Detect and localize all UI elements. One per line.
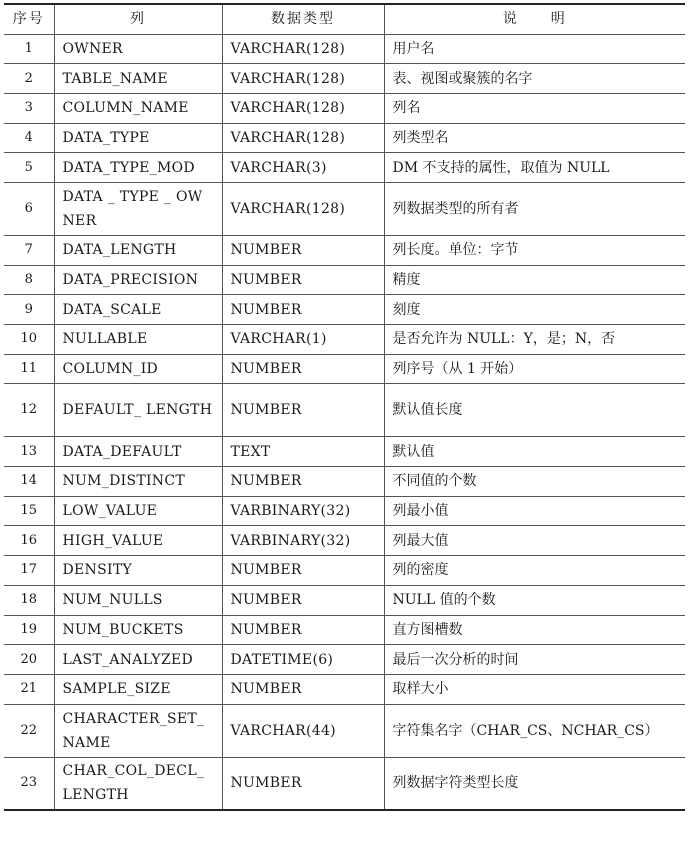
table-row: [4, 123, 685, 153]
table-row: [4, 153, 685, 183]
row-data-type: VARCHAR(3): [222, 153, 384, 183]
row-no: 22: [4, 704, 54, 757]
row-data-type: NUMBER: [222, 295, 384, 325]
row-description: 最后一次分析的时间: [384, 645, 685, 675]
row-column-name: COLUMN_NAME: [54, 93, 222, 123]
document-page: [4, 3, 685, 811]
row-description: 列最大值: [384, 526, 685, 556]
table-row: [4, 704, 685, 757]
table-row: [4, 526, 685, 556]
row-no: 14: [4, 467, 54, 497]
row-data-type: NUMBER: [222, 467, 384, 497]
row-description: 列最小值: [384, 496, 685, 526]
row-data-type: TEXT: [222, 437, 384, 467]
row-data-type: VARBINARY(32): [222, 496, 384, 526]
row-data-type: NUMBER: [222, 757, 384, 810]
row-no: 10: [4, 325, 54, 355]
row-no: 18: [4, 585, 54, 615]
row-data-type: VARCHAR(1): [222, 325, 384, 355]
row-column-name: NUM_NULLS: [54, 585, 222, 615]
header-column: 列: [54, 4, 222, 34]
row-no: 17: [4, 556, 54, 586]
row-data-type: NUMBER: [222, 235, 384, 265]
row-description: 用户名: [384, 34, 685, 64]
row-data-type: NUMBER: [222, 265, 384, 295]
row-column-name: DATA_SCALE: [54, 295, 222, 325]
row-description: 表、视图或聚簇的名字: [384, 64, 685, 94]
row-no: 3: [4, 93, 54, 123]
table-row: [4, 496, 685, 526]
row-column-name: NULLABLE: [54, 325, 222, 355]
row-data-type: NUMBER: [222, 354, 384, 384]
row-column-name: DATA_LENGTH: [54, 235, 222, 265]
table-row: [4, 757, 685, 810]
table-row: [4, 182, 685, 235]
row-description: NULL 值的个数: [384, 585, 685, 615]
row-description: 列数据类型的所有者: [384, 182, 685, 235]
table-row: [4, 437, 685, 467]
table-row: [4, 295, 685, 325]
row-data-type: NUMBER: [222, 384, 384, 437]
row-no: 1: [4, 34, 54, 64]
row-description: 是否允许为 NULL：Y，是；N，否: [384, 325, 685, 355]
row-column-name: DENSITY: [54, 556, 222, 586]
row-no: 9: [4, 295, 54, 325]
row-description: 刻度: [384, 295, 685, 325]
row-column-name: LOW_VALUE: [54, 496, 222, 526]
table-body: [4, 34, 685, 810]
row-description: 不同值的个数: [384, 467, 685, 497]
row-description: DM 不支持的属性，取值为 NULL: [384, 153, 685, 183]
row-no: 6: [4, 182, 54, 235]
table-row: [4, 615, 685, 645]
row-data-type: DATETIME(6): [222, 645, 384, 675]
header-type: 数据类型: [222, 4, 384, 34]
row-no: 7: [4, 235, 54, 265]
row-no: 15: [4, 496, 54, 526]
table-row: [4, 384, 685, 437]
header-no: 序号: [4, 4, 54, 34]
row-column-name: NUM_DISTINCT: [54, 467, 222, 497]
row-description: 字符集名字（CHAR_CS、NCHAR_CS）: [384, 704, 685, 757]
row-column-name: DATA_TYPE_MOD: [54, 153, 222, 183]
row-no: 11: [4, 354, 54, 384]
row-data-type: NUMBER: [222, 674, 384, 704]
table-row: [4, 265, 685, 295]
row-description: 列的密度: [384, 556, 685, 586]
row-data-type: VARCHAR(128): [222, 182, 384, 235]
row-column-name: HIGH_VALUE: [54, 526, 222, 556]
row-description: 直方图槽数: [384, 615, 685, 645]
row-data-type: VARCHAR(128): [222, 64, 384, 94]
table-row: [4, 674, 685, 704]
row-no: 16: [4, 526, 54, 556]
row-data-type: VARCHAR(128): [222, 123, 384, 153]
table-row: [4, 556, 685, 586]
row-no: 23: [4, 757, 54, 810]
row-column-name: CHARACTER_SET_ NAME: [54, 704, 222, 757]
row-column-name: DEFAULT_ LENGTH: [54, 384, 222, 437]
header-row: [4, 4, 685, 34]
row-no: 8: [4, 265, 54, 295]
row-data-type: NUMBER: [222, 556, 384, 586]
row-no: 5: [4, 153, 54, 183]
row-no: 12: [4, 384, 54, 437]
table-row: [4, 585, 685, 615]
header-desc: 说 明: [384, 4, 685, 34]
table-row: [4, 34, 685, 64]
row-description: 列长度。单位：字节: [384, 235, 685, 265]
table-row: [4, 235, 685, 265]
row-column-name: LAST_ANALYZED: [54, 645, 222, 675]
column-dictionary-table: [4, 3, 685, 811]
row-column-name: SAMPLE_SIZE: [54, 674, 222, 704]
row-no: 4: [4, 123, 54, 153]
row-no: 2: [4, 64, 54, 94]
table-row: [4, 467, 685, 497]
table-row: [4, 64, 685, 94]
row-column-name: DATA_TYPE: [54, 123, 222, 153]
row-description: 列类型名: [384, 123, 685, 153]
row-column-name: COLUMN_ID: [54, 354, 222, 384]
row-description: 取样大小: [384, 674, 685, 704]
row-data-type: VARCHAR(128): [222, 93, 384, 123]
row-column-name: DATA_PRECISION: [54, 265, 222, 295]
row-no: 20: [4, 645, 54, 675]
table-row: [4, 645, 685, 675]
row-no: 21: [4, 674, 54, 704]
table-row: [4, 325, 685, 355]
row-column-name: NUM_BUCKETS: [54, 615, 222, 645]
row-data-type: NUMBER: [222, 585, 384, 615]
row-description: 精度: [384, 265, 685, 295]
row-description: 列数据字符类型长度: [384, 757, 685, 810]
row-description: 列序号（从 1 开始）: [384, 354, 685, 384]
row-data-type: VARBINARY(32): [222, 526, 384, 556]
row-column-name: DATA _ TYPE _ OWNER: [54, 182, 222, 235]
row-description: 默认值长度: [384, 384, 685, 437]
row-column-name: DATA_DEFAULT: [54, 437, 222, 467]
row-column-name: TABLE_NAME: [54, 64, 222, 94]
table-header: [4, 4, 685, 34]
row-description: 默认值: [384, 437, 685, 467]
row-data-type: VARCHAR(128): [222, 34, 384, 64]
row-column-name: CHAR_COL_DECL_ LENGTH: [54, 757, 222, 810]
table-row: [4, 354, 685, 384]
row-description: 列名: [384, 93, 685, 123]
row-data-type: NUMBER: [222, 615, 384, 645]
row-no: 19: [4, 615, 54, 645]
row-no: 13: [4, 437, 54, 467]
row-column-name: OWNER: [54, 34, 222, 64]
table-row: [4, 93, 685, 123]
row-data-type: VARCHAR(44): [222, 704, 384, 757]
